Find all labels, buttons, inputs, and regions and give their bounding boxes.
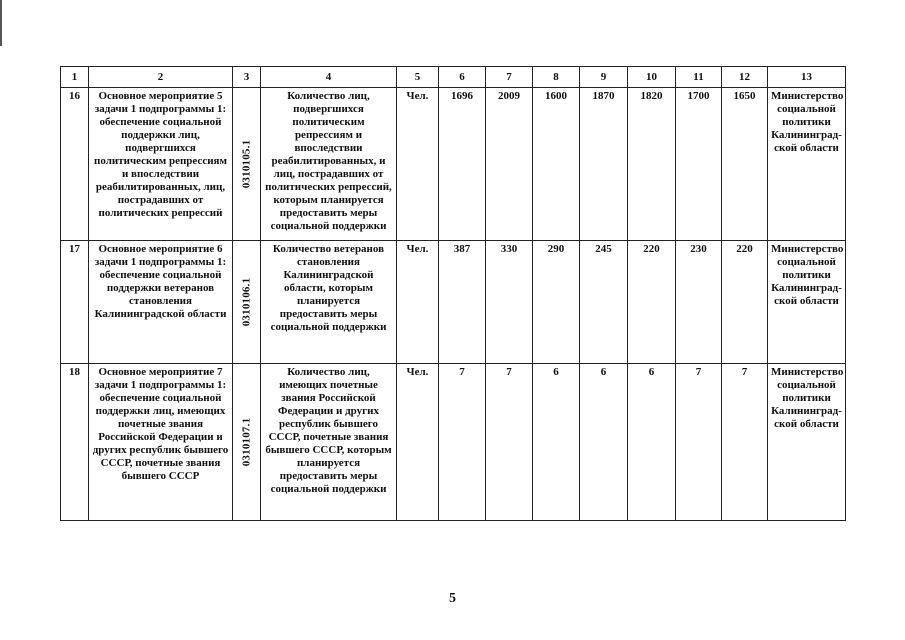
table-row [61,88,846,241]
value-col-7: 7 [486,364,533,521]
col-header-3: 3 [233,67,261,88]
col-header-10: 10 [628,67,676,88]
value-col-6: 1696 [439,88,486,241]
unit: Чел. [397,364,439,521]
budget-code: 0310107.1 [240,417,252,467]
col-header-13: 13 [768,67,846,88]
value-col-11: 1700 [676,88,722,241]
value-col-11: 7 [676,364,722,521]
row-number: 18 [61,364,89,521]
col-header-4: 4 [261,67,397,88]
header-row [61,67,846,88]
value-col-10: 6 [628,364,676,521]
event-name: Основное мероприятие 5 задачи 1 подпрограммы 1: обеспечение социальной поддержки лиц, подвергшихся политическим репрессиям и впоследствии реабилитированных, лиц, пострадавших от политических репрессий [89,88,233,241]
col-header-1: 1 [61,67,89,88]
value-col-8: 290 [533,241,580,364]
table-row [61,241,846,364]
program-table [60,66,846,521]
value-col-6: 387 [439,241,486,364]
col-header-11: 11 [676,67,722,88]
row-number: 16 [61,88,89,241]
value-col-9: 1870 [580,88,628,241]
value-col-9: 245 [580,241,628,364]
value-col-9: 6 [580,364,628,521]
indicator-description: Количество лиц, имеющих почетные звания Российской Федерации и других республик бывшего СССР, почетные звания бывшего СССР, которым планируется предоставить меры социальной поддержки [261,364,397,521]
responsible-ministry: Министерство социальной политики Калининград-ской области [768,364,846,521]
page-margin-line [0,0,2,46]
col-header-12: 12 [722,67,768,88]
budget-code-cell [233,241,261,364]
value-col-8: 6 [533,364,580,521]
value-col-12: 7 [722,364,768,521]
col-header-5: 5 [397,67,439,88]
value-col-12: 1650 [722,88,768,241]
col-header-2: 2 [89,67,233,88]
indicator-description: Количество ветеранов становления Калининградской области, которым планируется предоставить меры социальной поддержки [261,241,397,364]
value-col-7: 330 [486,241,533,364]
budget-code-cell [233,364,261,521]
value-col-12: 220 [722,241,768,364]
unit: Чел. [397,88,439,241]
event-name: Основное мероприятие 6 задачи 1 подпрограммы 1: обеспечение социальной поддержки ветеранов становления Калининградской области [89,241,233,364]
col-header-8: 8 [533,67,580,88]
value-col-10: 1820 [628,88,676,241]
row-number: 17 [61,241,89,364]
table-row [61,364,846,521]
value-col-11: 230 [676,241,722,364]
responsible-ministry: Министерство социальной политики Калининград-ской области [768,88,846,241]
col-header-6: 6 [439,67,486,88]
col-header-7: 7 [486,67,533,88]
value-col-10: 220 [628,241,676,364]
page-number: 5 [449,591,456,606]
value-col-8: 1600 [533,88,580,241]
budget-code: 0310105.1 [240,139,252,189]
col-header-9: 9 [580,67,628,88]
indicator-description: Количество лиц, подвергшихся политическим репрессиям и впоследствии реабилитированных, и лиц, пострадавших от политических репрессий, которым планируется предоставить меры социальной поддержки [261,88,397,241]
responsible-ministry: Министерство социальной политики Калининград-ской области [768,241,846,364]
unit: Чел. [397,241,439,364]
value-col-7: 2009 [486,88,533,241]
budget-code: 0310106.1 [240,277,252,327]
value-col-6: 7 [439,364,486,521]
budget-code-cell [233,88,261,241]
event-name: Основное мероприятие 7 задачи 1 подпрограммы 1: обеспечение социальной поддержки лиц, имеющих почетные звания Российской Федерации и других республик бывшего СССР, почетные звания бывшего СССР [89,364,233,521]
